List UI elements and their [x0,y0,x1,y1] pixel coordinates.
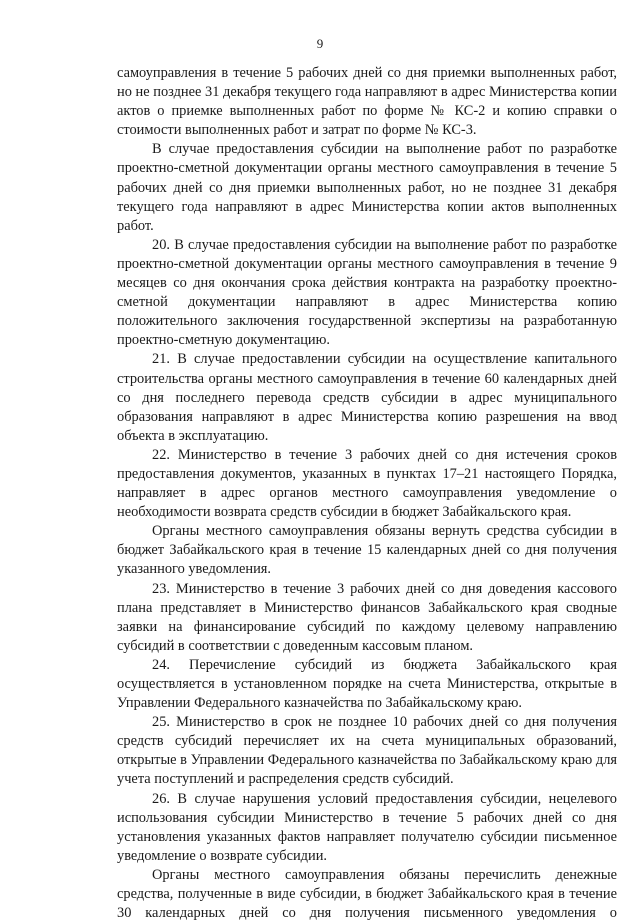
paragraph-26: 26. В случае нарушения условий предоставления субсидии, нецелевого использования субсидии Министерство в течение 5 рабочих дней со дня установления указанных фактов направляет получателю субсидии письменное уведомление о возврате субсидии. [117,790,617,864]
paragraph-23: 23. Министерство в течение 3 рабочих дней со дня доведения кассового плана представляет в Министерство финансов Забайкальского края сводные заявки на финансирование субсидий по каждому целевому направлению субсидий в соответствии с доведенным кассовым планом. [117,580,617,654]
paragraph-return-obligation: Органы местного самоуправления обязаны вернуть средства субсидии в бюджет Забайкальского края в течение 15 календарных дней со дня получения указанного уведомления. [117,523,617,578]
paragraph-21: 21. В случае предоставлении субсидии на осуществление капитального строительства органы местного самоуправления в течение 60 календарных дней со дня последнего перевода средств субсидии в адрес муниципального образования направляют в адрес Министерства копию разрешения на ввод объекта в эксплуатацию. [117,351,617,444]
paragraph-25: 25. Министерство в срок не позднее 10 рабочих дней со дня получения средств субсидий перечисляет их на счета муниципальных образований, открытые в Управлении Федерального казначейства по Забайкальскому краю для учета поступлений и распределения средств субсидий. [117,714,617,788]
document-body [117,64,617,923]
page-number: 9 [316,36,324,51]
paragraph-continuation: самоуправления в течение 5 рабочих дней со дня приемки выполненных работ, но не позднее 31 декабря текущего года направляют в адрес Министерства копии актов о приемке выполненных работ по форме № КС-2 и копию справки о стоимости выполненных работ и затрат по форме № КС-3. [117,65,617,139]
paragraph-design-estimate-acts: В случае предоставления субсидии на выполнение работ по разработке проектно-сметной документации органы местного самоуправления в течение 5 рабочих дней со дня приемки выполненных работ, но не позднее 31 декабря текущего года направляют в адрес Министерства копии актов выполненных работ. [117,141,617,234]
paragraph-24: 24. Перечисление субсидий из бюджета Забайкальского края осуществляется в установленном порядке на счета Министерства, открытые в Управлении Федерального казначейства по Забайкальскому краю. [117,656,617,712]
paragraph-20: 20. В случае предоставления субсидии на выполнение работ по разработке проектно-сметной документации органы местного самоуправления в течение 9 месяцев со дня окончания срока действия контракта на разработку проектно-сметной документации направляют в адрес Министерства копию положительного заключения государственной экспертизы на разработанную проектно-сметную документацию. [117,236,617,349]
paragraph-22: 22. Министерство в течение 3 рабочих дней со дня истечения сроков предоставления документов, указанных в пунктах 17–21 настоящего Порядка, направляет в адрес органов местного самоуправления уведомление о необходимости возврата средств субсидии в бюджет Забайкальского края. [117,446,617,521]
paragraph-transfer-obligation: Органы местного самоуправления обязаны перечислить денежные средства, полученные в виде субсидии, в бюджет Забайкальского края в течение 30 календарных дней со дня получения письменного уведомления о [117,866,617,922]
